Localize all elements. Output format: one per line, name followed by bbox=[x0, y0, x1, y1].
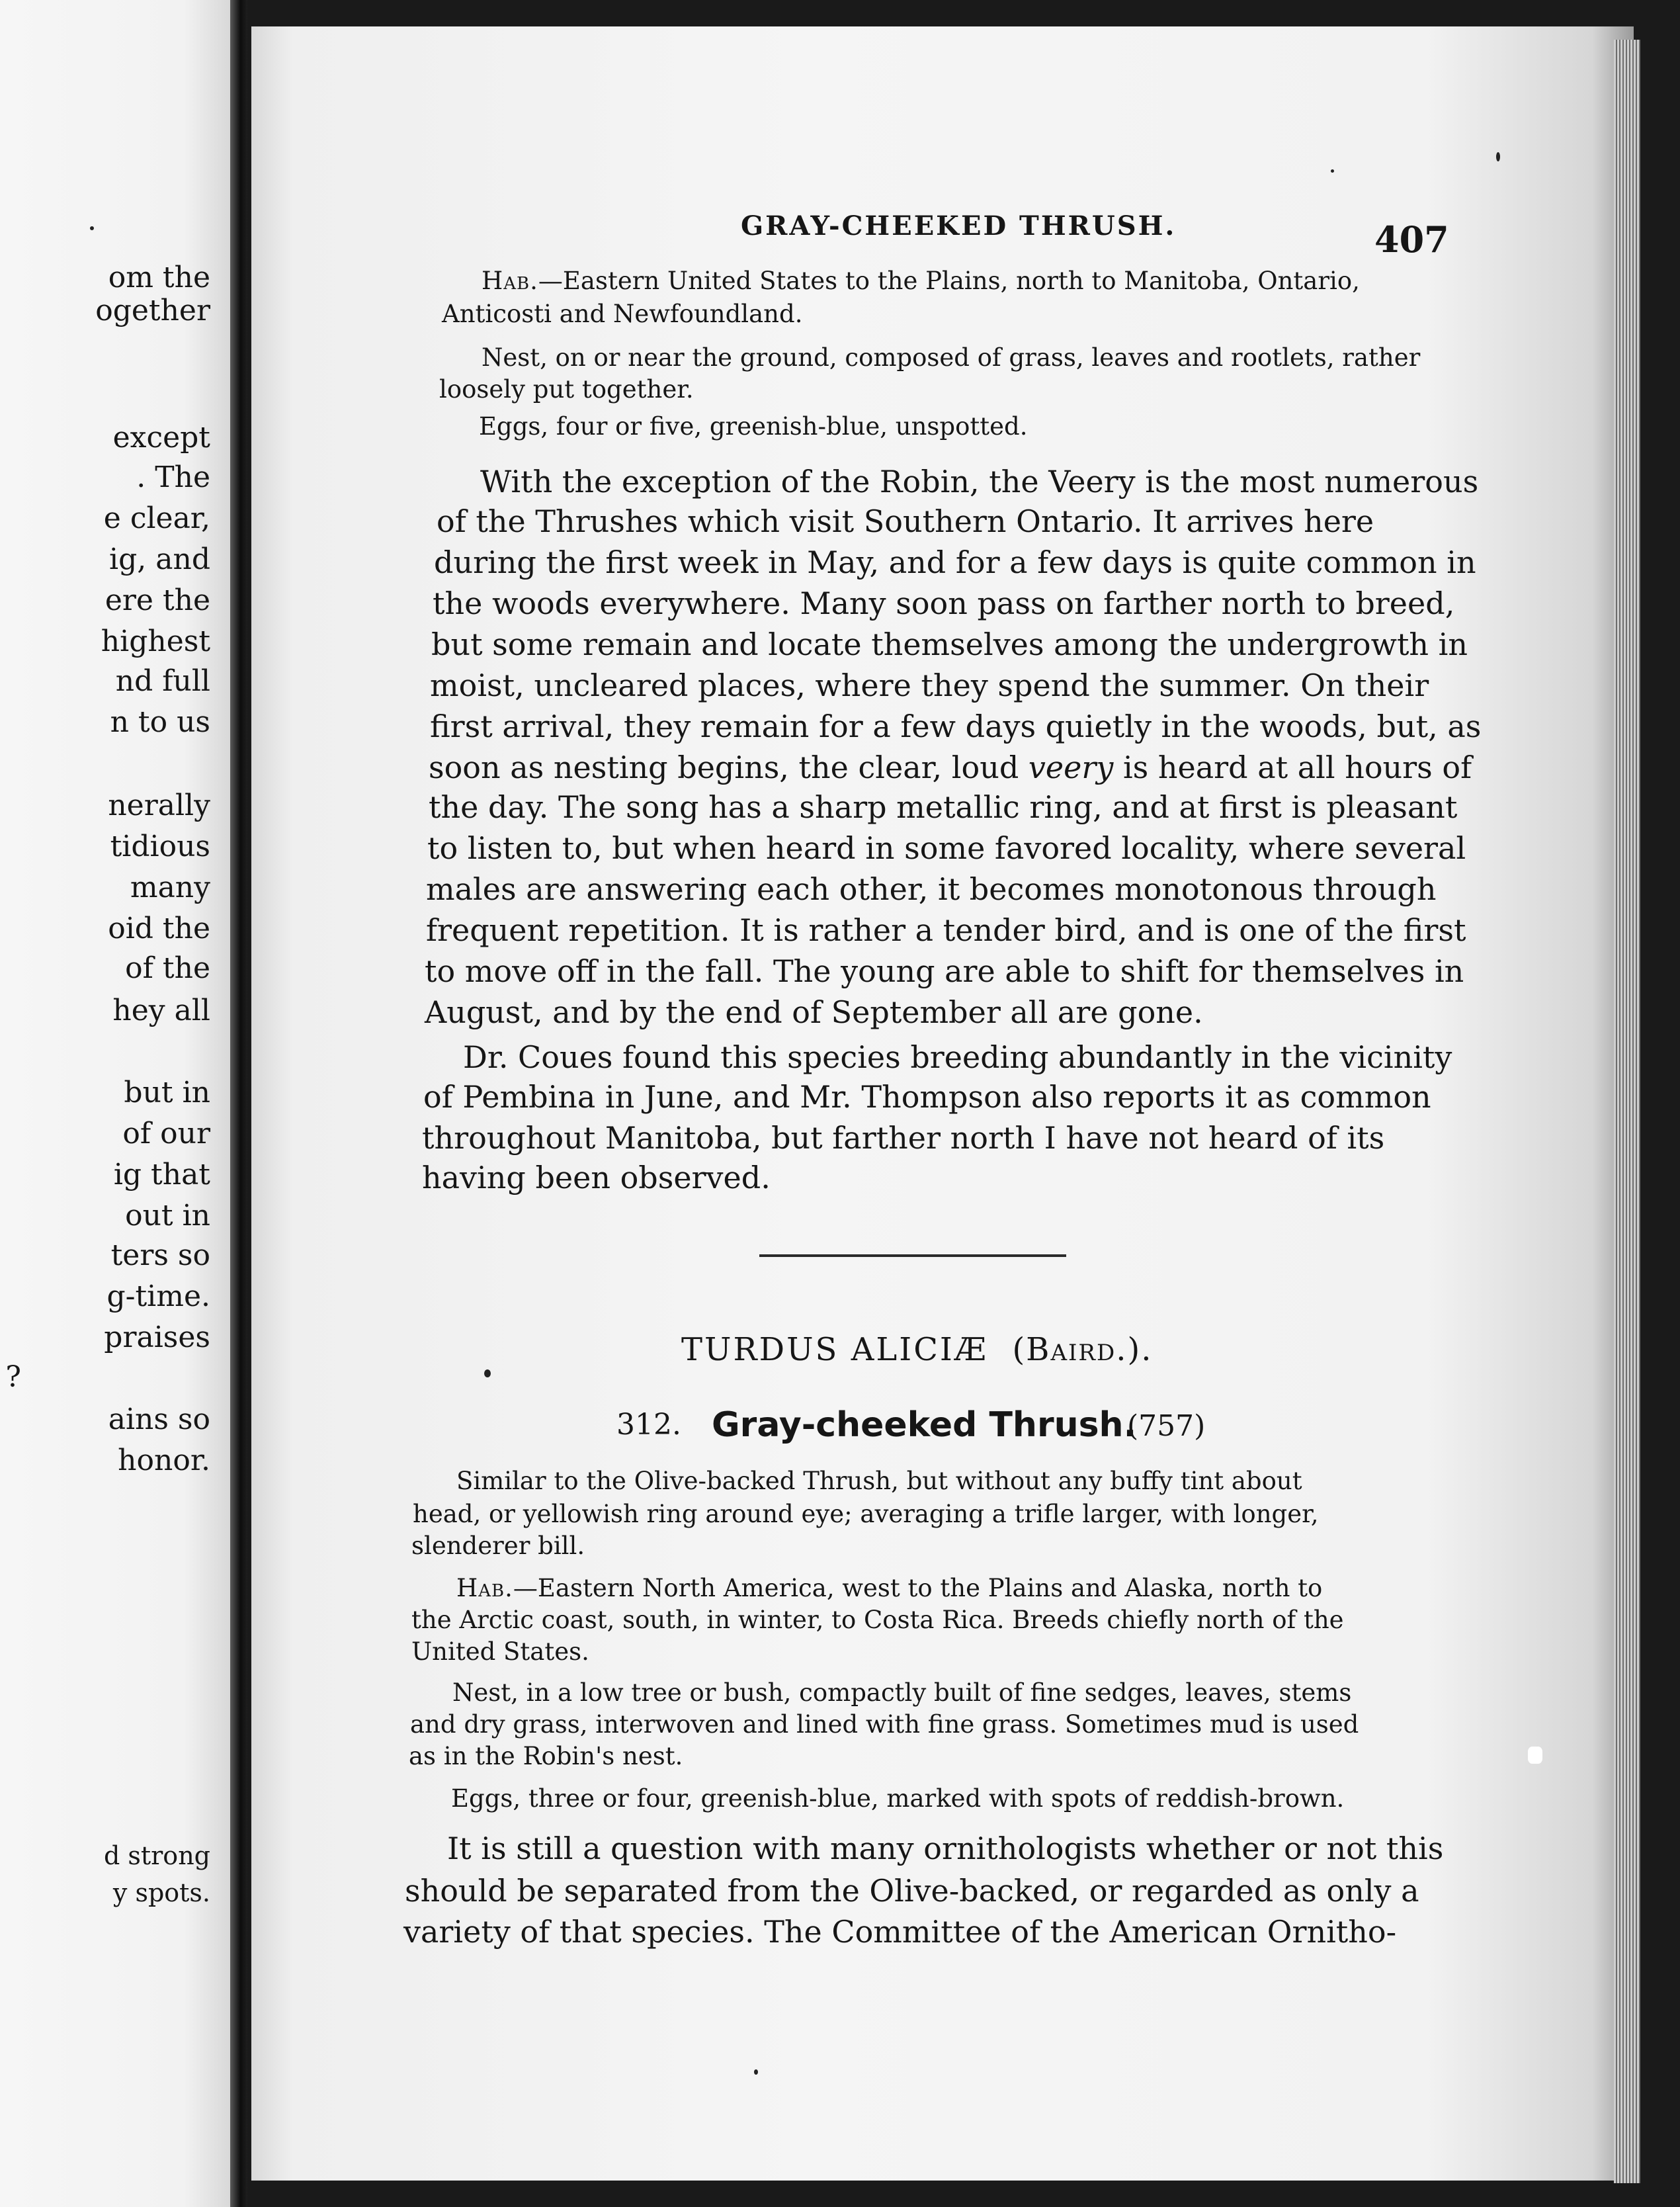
left-page-line: nerally bbox=[108, 789, 210, 822]
paragraph-line: moist, uncleared places, where they spend the summer. On their bbox=[430, 668, 1429, 703]
left-page-line: d strong bbox=[103, 1841, 210, 1870]
scan-speck bbox=[1331, 169, 1334, 173]
left-page-line: of our bbox=[122, 1117, 210, 1150]
left-page-line: ogether bbox=[95, 294, 210, 327]
paragraph-line: but some remain and locate themselves among the undergrowth in bbox=[431, 627, 1468, 662]
italic-word: veery bbox=[1028, 750, 1114, 785]
left-page-line: n to us bbox=[110, 705, 210, 739]
paragraph-line: should be separated from the Olive-backed, or regarded as only a bbox=[405, 1873, 1419, 1909]
scan-speck bbox=[90, 226, 94, 230]
page-edges bbox=[1614, 40, 1640, 2183]
nest-note: Nest, on or near the ground, composed of grass, leaves and rootlets, rather bbox=[482, 343, 1421, 372]
left-page-line: ? bbox=[5, 1360, 21, 1394]
paragraph-line: throughout Manitoba, but farther north I have not heard of its bbox=[422, 1120, 1385, 1156]
paragraph-line: having been observed. bbox=[422, 1160, 771, 1195]
paragraph-line: With the exception of the Robin, the Veery is the most numerous bbox=[480, 464, 1479, 499]
left-page-line: hey all bbox=[112, 994, 210, 1027]
left-page-line: tidious bbox=[110, 830, 210, 863]
paragraph-line: soon as nesting begins, the clear, loud veery is heard at all hours of bbox=[429, 750, 1472, 785]
left-page-line: . The bbox=[136, 460, 210, 494]
habitat-note bbox=[482, 269, 1360, 294]
paragraph-line: males are answering each other, it becomes monotonous through bbox=[426, 871, 1437, 907]
left-page-line: e clear, bbox=[103, 501, 210, 535]
paragraph-line: of Pembina in June, and Mr. Thompson also reports it as common bbox=[423, 1079, 1431, 1115]
left-page-line: of the bbox=[125, 951, 210, 985]
description-line: slenderer bill. bbox=[411, 1532, 585, 1560]
left-page-line: out in bbox=[125, 1199, 210, 1233]
paragraph-line: first arrival, they remain for a few days quietly in the woods, but, as bbox=[430, 709, 1482, 744]
left-page-line: ig that bbox=[113, 1158, 210, 1191]
running-head: GRAY-CHEEKED THRUSH. bbox=[741, 210, 1177, 241]
species-code: (757) bbox=[1127, 1409, 1206, 1443]
paragraph-line: to move off in the fall. The young are able to shift for themselves in bbox=[425, 953, 1464, 989]
left-page-line: except bbox=[112, 421, 210, 454]
paragraph-line: August, and by the end of September all are gone. bbox=[425, 994, 1203, 1030]
habitat-line: Hab.—Eastern North America, west to the Plains and Alaska, north to bbox=[456, 1574, 1323, 1602]
book-gutter bbox=[230, 0, 247, 2207]
paragraph-line: the woods everywhere. Many soon pass on farther north to breed, bbox=[433, 585, 1455, 621]
left-page-line: highest bbox=[101, 625, 210, 658]
description-line: head, or yellowish ring around eye; averaging a trifle larger, with longer, bbox=[413, 1500, 1319, 1528]
paragraph-line: frequent repetition. It is rather a tender bird, and is one of the first bbox=[426, 912, 1466, 948]
left-page-line: ters so bbox=[110, 1238, 210, 1272]
paragraph-line: Dr. Coues found this species breeding abundantly in the vicinity bbox=[463, 1039, 1452, 1075]
left-page-line: praises bbox=[104, 1320, 210, 1354]
left-page-line: oid the bbox=[108, 912, 210, 945]
scan-speck bbox=[1496, 152, 1500, 161]
nest-line: Nest, in a low tree or bush, compactly built of fine sedges, leaves, stems bbox=[452, 1678, 1352, 1707]
habitat-label: Hab. bbox=[456, 1574, 513, 1602]
paragraph-line: variety of that species. The Committee of the American Ornitho- bbox=[403, 1914, 1397, 1950]
left-page-line: many bbox=[130, 871, 210, 904]
section-divider bbox=[759, 1254, 1066, 1257]
habitat-text: —Eastern United States to the Plains, north to Manitoba, Ontario, bbox=[538, 267, 1360, 295]
scan-speck bbox=[484, 1369, 491, 1377]
paragraph-line: during the first week in May, and for a few days is quite common in bbox=[434, 544, 1476, 580]
nest-line: as in the Robin's nest. bbox=[409, 1742, 683, 1770]
paragraph-line: of the Thrushes which visit Southern Ontario. It arrives here bbox=[437, 503, 1374, 539]
left-page-line: but in bbox=[124, 1076, 210, 1109]
description-line: Similar to the Olive-backed Thrush, but without any buffy tint about bbox=[456, 1467, 1302, 1495]
left-page-line: nd full bbox=[115, 664, 210, 698]
habitat-line: the Arctic coast, south, in winter, to Costa Rica. Breeds chiefly north of the bbox=[411, 1606, 1344, 1634]
paragraph-line: to listen to, but when heard in some favored locality, where several bbox=[427, 830, 1466, 866]
paragraph-line: It is still a question with many ornithologists whether or not this bbox=[447, 1831, 1444, 1866]
eggs-note: Eggs, four or five, greenish-blue, unspotted. bbox=[479, 412, 1028, 441]
species-latin-heading: TURDUS ALICIÆ (Baird.). bbox=[681, 1331, 1153, 1368]
left-page-line: om the bbox=[108, 261, 210, 294]
page-number: 407 bbox=[1374, 218, 1449, 261]
eggs-line: Eggs, three or four, greenish-blue, marked with spots of reddish-brown. bbox=[451, 1784, 1345, 1813]
species-number: 312. bbox=[616, 1408, 681, 1442]
scan-speck bbox=[754, 2069, 758, 2075]
species-common-name: Gray-cheeked Thrush. bbox=[712, 1405, 1137, 1445]
scan-mark bbox=[1528, 1747, 1542, 1764]
left-page-line: g-time. bbox=[106, 1279, 210, 1313]
species-authority: (Baird.). bbox=[1012, 1331, 1153, 1368]
nest-line: and dry grass, interwoven and lined with fine grass. Sometimes mud is used bbox=[410, 1710, 1359, 1739]
habitat-line: United States. bbox=[411, 1637, 589, 1666]
left-page-line: y spots. bbox=[112, 1878, 210, 1907]
habitat-label: Hab. bbox=[482, 267, 538, 295]
left-page-line: honor. bbox=[118, 1444, 210, 1477]
nest-note-cont: loosely put together. bbox=[439, 375, 694, 404]
left-page-line: ains so bbox=[108, 1403, 210, 1436]
left-facing-page bbox=[0, 0, 230, 2207]
left-page-line: ere the bbox=[105, 584, 210, 617]
paragraph-line: the day. The song has a sharp metallic ring, and at first is pleasant bbox=[429, 789, 1458, 825]
habitat-note-cont: Anticosti and Newfoundland. bbox=[442, 300, 803, 328]
left-page-line: ig, and bbox=[109, 542, 210, 576]
